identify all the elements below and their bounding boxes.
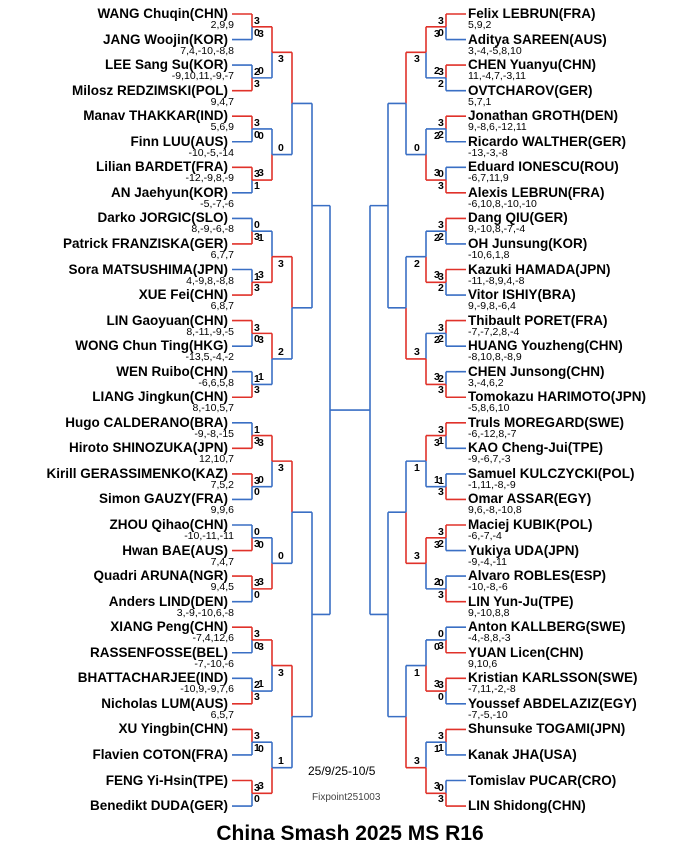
player-name: WONG Chun Ting(HKG) (75, 338, 228, 354)
player-name: OH Junsung(KOR) (468, 235, 588, 251)
match-score: 9,-9,8,-6,4 (468, 300, 516, 313)
set-count: 3 (254, 537, 260, 550)
player-name: BHATTACHARJEE(IND) (77, 670, 228, 686)
player-name: CHEN Junsong(CHN) (468, 363, 605, 379)
set-count: 1 (438, 474, 444, 487)
set-count: 3 (414, 754, 420, 767)
set-count: 3 (434, 678, 440, 691)
set-count: 3 (434, 371, 440, 384)
set-count: 0 (278, 550, 284, 563)
set-count: 0 (258, 64, 264, 77)
player-name: Hwan BAE(AUS) (122, 542, 228, 558)
player-name: Tomokazu HARIMOTO(JPN) (468, 389, 647, 405)
player-name: Darko JORGIC(SLO) (97, 210, 228, 226)
set-count: 3 (434, 538, 440, 551)
set-count: 3 (438, 679, 444, 692)
match-score: -10,-5,-14 (188, 146, 234, 159)
set-count: 0 (258, 129, 264, 142)
player-name: Hugo CALDERANO(BRA) (65, 414, 228, 430)
player-name: AN Jaehyun(KOR) (110, 184, 228, 200)
match-score: -12,-9,8,-9 (185, 172, 234, 185)
match-score: 9,-8,6,-12,11 (468, 121, 527, 134)
set-count: 2 (434, 64, 440, 77)
set-count: 2 (278, 345, 284, 358)
set-count: 1 (434, 743, 440, 756)
set-count: 3 (254, 230, 260, 243)
match-score: -9,-6,7,-3 (468, 453, 511, 466)
player-name: Kazuki HAMADA(JPN) (468, 261, 611, 277)
set-count: 3 (438, 66, 444, 79)
match-score: 9,6,-8,-10,8 (468, 504, 522, 517)
set-count: 0 (434, 640, 440, 653)
match-score: 5,7,1 (468, 95, 492, 108)
set-count: 3 (438, 117, 444, 130)
match-score: 7,5,2 (210, 478, 234, 491)
player-name: Shunsuke TOGAMI(JPN) (468, 721, 626, 737)
player-name: Thibault PORET(FRA) (468, 312, 608, 328)
set-count: 3 (438, 321, 444, 334)
match-score: -7,-10,-6 (194, 657, 234, 670)
match-score: 5,9,2 (468, 19, 492, 31)
match-score: 8,-9,-6,-8 (191, 223, 234, 236)
player-name: OVTCHAROV(GER) (468, 82, 593, 98)
player-name: HUANG Youzheng(CHN) (468, 338, 623, 354)
player-name: WEN Ruibo(CHN) (116, 363, 228, 379)
match-score: -5,-7,-6 (200, 197, 234, 210)
set-count: 3 (438, 730, 444, 743)
match-score: -10,-11,-11 (184, 530, 234, 542)
match-score: -6,-12,8,-7 (468, 427, 517, 440)
player-name: Nicholas LUM(AUS) (101, 695, 228, 711)
player-name: LIANG Jingkun(CHN) (92, 389, 228, 405)
set-count: 3 (254, 168, 260, 181)
match-score: -8,10,8,-8,9 (468, 351, 522, 364)
set-count: 0 (258, 743, 264, 756)
set-count: 0 (258, 538, 264, 551)
set-count: 1 (258, 371, 264, 384)
player-name: Jonathan GROTH(DEN) (468, 108, 618, 124)
player-name: Anders LIND(DEN) (108, 593, 228, 609)
match-score: -9,-8,-15 (194, 427, 234, 440)
set-count: 3 (278, 666, 284, 679)
set-count: 0 (254, 128, 260, 141)
match-score: -13,5,-4,-2 (185, 351, 234, 364)
match-score: 3,-4,6,2 (468, 376, 504, 389)
set-count: 3 (254, 781, 260, 794)
player-name: RASSENFOSSE(BEL) (89, 644, 228, 660)
player-name: LIN Gaoyuan(CHN) (106, 312, 228, 328)
page-title: China Smash 2025 MS R16 (216, 822, 484, 845)
set-count: 0 (438, 26, 444, 39)
match-score: -4,-8,8,-3 (468, 632, 511, 645)
set-count: 1 (254, 270, 260, 283)
player-name: Aditya SAREEN(AUS) (468, 31, 607, 47)
set-count: 0 (254, 219, 260, 232)
player-name: Kristian KARLSSON(SWE) (468, 670, 638, 686)
set-count: 3 (414, 53, 420, 66)
set-count: 3 (278, 462, 284, 475)
set-count: 1 (258, 678, 264, 691)
set-count: 0 (254, 639, 260, 652)
set-count: 3 (258, 334, 264, 347)
set-count: 3 (258, 436, 264, 449)
set-count: 1 (254, 179, 260, 192)
set-count: 0 (254, 486, 260, 499)
set-count: 2 (434, 334, 440, 347)
player-name: KAO Cheng-Jui(TPE) (468, 440, 603, 456)
set-count: 0 (438, 577, 444, 590)
set-count: 3 (254, 474, 260, 487)
set-count: 3 (258, 27, 264, 40)
set-count: 1 (254, 423, 260, 436)
set-count: 3 (254, 282, 260, 295)
player-name: XIANG Peng(CHN) (110, 619, 228, 635)
player-name: Samuel KULCZYCKI(POL) (468, 465, 635, 481)
match-score: 6,5,7 (210, 708, 234, 721)
match-score: -10,6,1,8 (468, 248, 510, 261)
credit-watermark: Fixpoint251003 (312, 792, 381, 803)
match-score: -9,10,11,-9,-7 (171, 70, 234, 83)
set-count: 0 (254, 526, 260, 538)
match-score: -10,9,-9,7,6 (180, 683, 234, 696)
match-score: -13,-3,-8 (468, 146, 508, 159)
player-name: ZHOU Qihao(CHN) (109, 517, 228, 532)
match-score: -7,-7,2,8,-4 (468, 325, 520, 338)
player-name: XUE Fei(CHN) (138, 287, 228, 303)
set-count: 3 (258, 640, 264, 653)
set-count: 2 (434, 129, 440, 142)
match-score: -10,-8,-6 (468, 581, 508, 594)
match-score: -1,11,-8,-9 (468, 478, 516, 491)
player-name: Alvaro ROBLES(ESP) (468, 568, 607, 584)
set-count: 0 (414, 141, 420, 154)
set-count: 2 (438, 128, 444, 141)
set-count: 2 (438, 537, 444, 550)
set-count: 0 (438, 690, 444, 703)
match-score: -6,-7,-4 (468, 530, 502, 542)
set-count: 2 (438, 282, 444, 295)
player-name: Manav THAKKAR(IND) (83, 108, 228, 124)
match-score: 8,-10,5,7 (192, 402, 234, 415)
player-name: Youssef ABDELAZIZ(EGY) (468, 695, 637, 711)
set-count: 3 (254, 435, 260, 448)
set-count: 3 (438, 639, 444, 652)
player-name: Dang QIU(GER) (468, 210, 568, 226)
set-count: 2 (438, 372, 444, 385)
set-count: 0 (278, 141, 284, 154)
player-name: Yukiya UDA(JPN) (468, 542, 580, 558)
player-name: Benedikt DUDA(GER) (89, 798, 228, 814)
player-name: Tomislav PUCAR(CRO) (468, 772, 617, 788)
player-name: Anton KALLBERG(SWE) (468, 619, 626, 635)
set-count: 0 (254, 26, 260, 39)
player-name: Omar ASSAR(EGY) (468, 491, 592, 507)
set-count: 2 (438, 230, 444, 243)
set-count: 1 (414, 462, 420, 475)
set-count: 3 (254, 628, 260, 641)
set-count: 2 (434, 232, 440, 245)
set-count: 0 (438, 781, 444, 794)
set-count: 3 (258, 575, 264, 588)
set-count: 3 (258, 780, 264, 793)
match-score: -6,10,8,-10,-10 (468, 197, 537, 210)
set-count: 1 (414, 666, 420, 679)
set-count: 3 (438, 219, 444, 232)
player-name: YUAN Licen(CHN) (468, 644, 584, 660)
match-score: 6,8,7 (210, 300, 234, 313)
set-count: 0 (438, 628, 444, 641)
set-count: 3 (258, 269, 264, 282)
player-name: Sora MATSUSHIMA(JPN) (68, 261, 228, 277)
match-score: -7,11,-2,-8 (468, 683, 516, 696)
set-count: 3 (438, 179, 444, 192)
set-count: 3 (258, 167, 264, 180)
match-score: -11,-8,9,4,-8 (468, 274, 525, 287)
player-name: Finn LUU(AUS) (130, 133, 228, 149)
player-name: Truls MOREGARD(SWE) (468, 414, 625, 430)
match-score: 6,7,7 (210, 248, 234, 261)
set-count: 3 (438, 15, 444, 27)
set-count: 1 (278, 754, 284, 767)
set-count: 0 (254, 793, 260, 806)
set-count: 3 (434, 167, 440, 180)
match-score: 7,4,7 (210, 555, 234, 568)
set-count: 3 (438, 270, 444, 283)
player-name: Milosz REDZIMSKI(POL) (72, 82, 228, 98)
player-name: Hiroto SHINOZUKA(JPN) (69, 440, 228, 456)
player-name: XU Yingbin(CHN) (118, 721, 228, 737)
set-count: 1 (254, 741, 260, 754)
match-score: 9,10,6 (468, 657, 498, 670)
match-score: -6,6,5,8 (198, 376, 234, 389)
match-score: -7,4,12,6 (192, 632, 234, 645)
player-name: Simon GAUZY(FRA) (99, 491, 228, 507)
set-count: 2 (438, 77, 444, 90)
player-name: Kirill GERASSIMENKO(KAZ) (46, 465, 228, 481)
set-count: 3 (438, 384, 444, 397)
player-name: Eduard IONESCU(ROU) (468, 159, 619, 175)
player-name: Flavien COTON(FRA) (92, 746, 228, 762)
player-name: FENG Yi-Hsin(TPE) (105, 772, 228, 788)
set-count: 2 (254, 679, 260, 692)
match-score: 9,-10,8,8 (468, 606, 510, 619)
set-count: 3 (254, 730, 260, 743)
player-name: Ricardo WALTHER(GER) (468, 133, 626, 149)
player-name: CHEN Yuanyu(CHN) (468, 57, 597, 73)
match-score: 7,4,-10,-8,8 (180, 44, 234, 57)
match-score: 3,-4,-5,8,10 (468, 44, 522, 57)
player-name: Vitor ISHIY(BRA) (468, 287, 576, 303)
set-count: 3 (254, 690, 260, 703)
set-count: 3 (438, 526, 444, 538)
match-score: -6,7,11,9 (468, 172, 509, 185)
player-name: LEE Sang Su(KOR) (104, 57, 228, 73)
set-count: 1 (258, 232, 264, 245)
set-count: 1 (254, 372, 260, 385)
set-count: 3 (254, 117, 260, 130)
set-count: 0 (254, 588, 260, 601)
player-name: Felix LEBRUN(FRA) (468, 6, 596, 21)
match-score: 5,6,9 (210, 121, 234, 134)
player-name: Quadri ARUNA(NGR) (93, 568, 228, 584)
set-count: 3 (438, 423, 444, 436)
player-name: Patrick FRANZISKA(GER) (62, 235, 228, 251)
set-count: 3 (438, 588, 444, 601)
set-count: 3 (254, 77, 260, 90)
player-name: WANG Chuqin(CHN) (97, 6, 228, 21)
match-score: 4,-9,8,-8,8 (186, 274, 234, 287)
set-count: 3 (434, 27, 440, 40)
set-count: 3 (434, 269, 440, 282)
match-score: 9,9,6 (210, 504, 234, 517)
set-count: 2 (434, 575, 440, 588)
set-count: 3 (414, 345, 420, 358)
set-count: 1 (434, 473, 440, 486)
set-count: 0 (254, 333, 260, 346)
player-name: Lilian BARDET(FRA) (96, 159, 228, 175)
set-count: 3 (254, 321, 260, 334)
match-score: -9,-4,-11 (468, 555, 507, 568)
player-name: LIN Shidong(CHN) (468, 798, 586, 814)
match-score: 9,4,7 (210, 95, 234, 108)
match-score: 9,4,5 (210, 581, 234, 594)
set-count: 3 (434, 436, 440, 449)
set-count: 3 (254, 577, 260, 590)
match-score: 2,9,9 (210, 19, 234, 31)
player-name: Alexis LEBRUN(FRA) (468, 184, 605, 200)
player-name: JANG Woojin(KOR) (103, 31, 228, 47)
player-name: LIN Yun-Ju(TPE) (468, 593, 574, 609)
set-count: 3 (278, 53, 284, 66)
set-count: 3 (438, 793, 444, 806)
match-score: 8,-11,-9,-5 (186, 325, 234, 338)
set-count: 3 (278, 257, 284, 270)
set-count: 1 (438, 435, 444, 448)
set-count: 3 (438, 486, 444, 499)
player-name: Kanak JHA(USA) (468, 746, 577, 762)
set-count: 2 (414, 257, 420, 270)
set-count: 2 (438, 333, 444, 346)
match-score: 12,10,7 (198, 453, 234, 466)
set-count: 3 (254, 15, 260, 27)
set-count: 2 (254, 66, 260, 79)
set-count: 3 (434, 780, 440, 793)
set-count: 0 (438, 168, 444, 181)
set-count: 0 (258, 473, 264, 486)
match-score: -5,8,6,10 (468, 402, 510, 415)
set-count: 3 (254, 384, 260, 397)
match-score: 9,-10,8,-7,-4 (468, 223, 526, 236)
match-score: -7,-5,-10 (468, 708, 508, 721)
match-score: 11,-4,7,-3,11 (468, 70, 526, 83)
set-count: 1 (438, 741, 444, 754)
player-name: Maciej KUBIK(POL) (468, 517, 593, 532)
event-dates: 25/9/25-10/5 (308, 764, 376, 778)
match-score: 3,-9,-10,6,-8 (176, 606, 234, 619)
set-count: 3 (414, 550, 420, 563)
